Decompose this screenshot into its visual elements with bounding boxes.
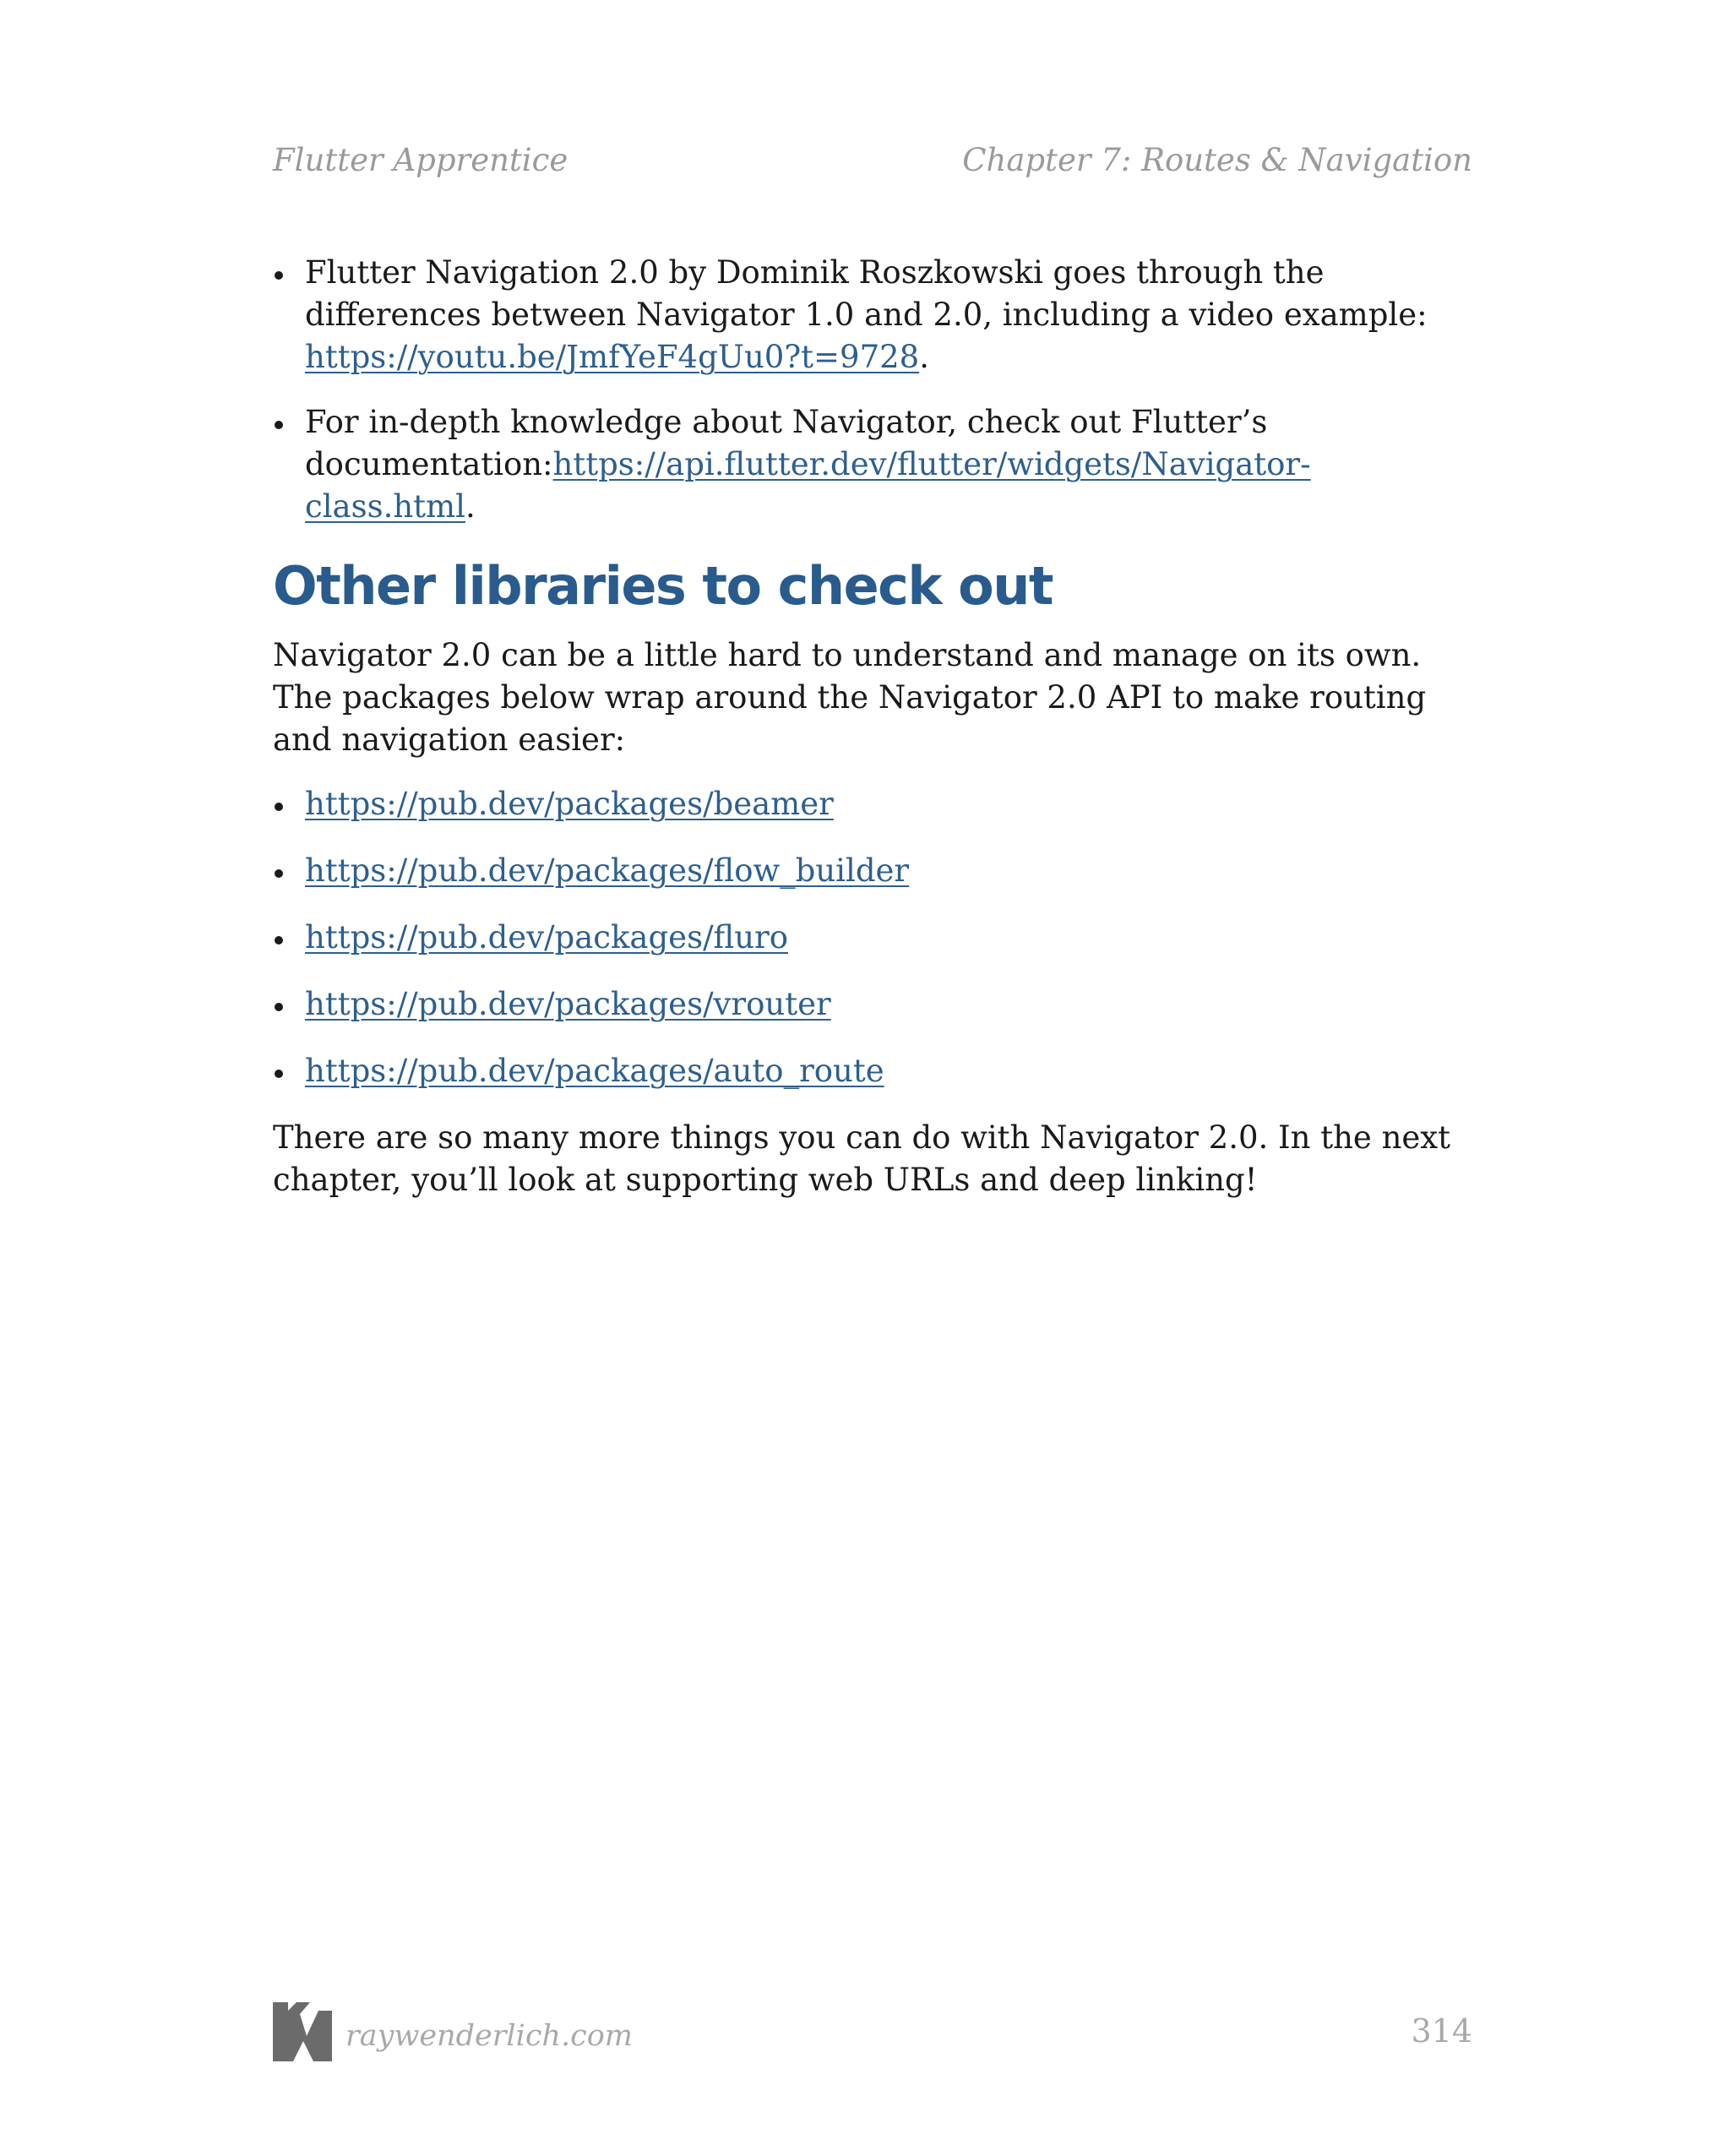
closing-paragraph: There are so many more things you can do with Navigator 2.0. In the next chapter, you’ll look at supporting web URLs and deep linking!: [273, 1119, 1451, 1198]
resources-list: [273, 252, 1472, 528]
list-item: [273, 252, 1472, 378]
package-link-beamer[interactable]: https://pub.dev/packages/beamer: [305, 786, 834, 822]
raywenderlich-logo-icon: [273, 2002, 332, 2061]
running-header: [273, 142, 1472, 184]
page-content: [273, 252, 1472, 1223]
package-link-fluro[interactable]: https://pub.dev/packages/fluro: [305, 919, 789, 956]
package-link-vrouter[interactable]: https://pub.dev/packages/vrouter: [305, 986, 831, 1022]
book-title: Flutter Apprentice: [273, 142, 569, 178]
package-link-flow-builder[interactable]: https://pub.dev/packages/flow_builder: [305, 852, 910, 889]
list-item-suffix: .: [919, 339, 929, 375]
list-item: [273, 783, 1472, 825]
list-item-suffix: .: [465, 488, 476, 525]
package-link-auto-route[interactable]: https://pub.dev/packages/auto_route: [305, 1053, 884, 1089]
section-heading: Other libraries to check out: [273, 555, 1053, 617]
list-item: [273, 983, 1472, 1026]
list-item: [273, 401, 1472, 528]
navigator-docs-link[interactable]: https://api.flutter.dev/flutter/widgets/Navigator-class.html: [305, 446, 1311, 525]
intro-paragraph: Navigator 2.0 can be a little hard to understand and manage on its own. The packages below wrap around the Navigator 2.0 API to make routing and navigation easier:: [273, 637, 1427, 758]
site-name: raywenderlich.com: [345, 2019, 633, 2053]
list-item: [273, 1050, 1472, 1092]
youtube-link[interactable]: https://youtu.be/​JmfYeF4gUu0?t=9728: [305, 339, 920, 375]
list-item: [273, 850, 1472, 892]
page-number: 314: [1411, 2012, 1472, 2050]
chapter-title: Chapter 7: Routes & Navigation: [962, 142, 1472, 178]
list-item-text: Flutter Navigation 2.0 by Dominik Roszkowski goes through the differences between Navigator 1.0 and 2.0, including a video example:: [305, 254, 1428, 333]
list-item: [273, 917, 1472, 959]
page-footer: [273, 1995, 1472, 2063]
packages-list: [273, 783, 1472, 1092]
list-item-text: For in-depth knowledge about Navigator, check out Flutter’s documentation:: [305, 404, 1268, 482]
